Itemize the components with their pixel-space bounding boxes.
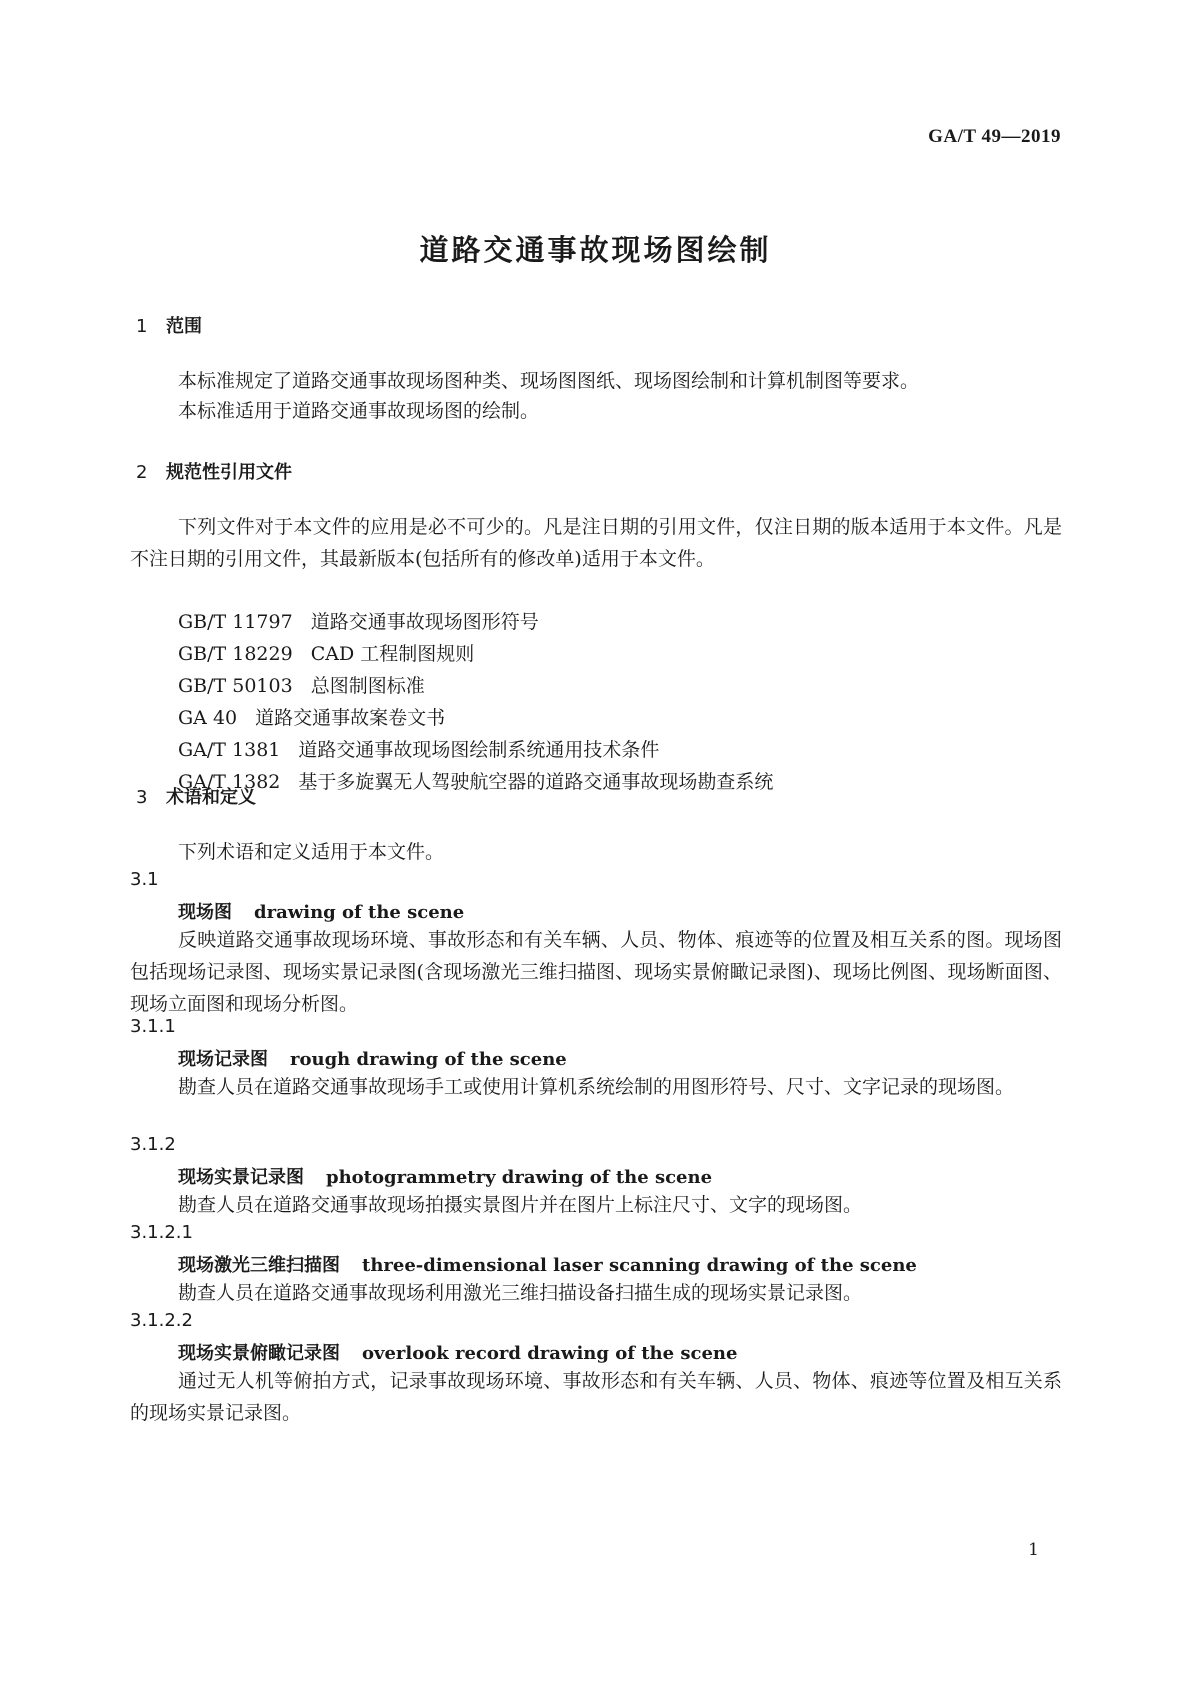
page-number: 1: [1028, 1540, 1039, 1560]
reference-item: [178, 702, 773, 734]
term-chinese: 现场实景俯瞰记录图: [178, 1343, 340, 1364]
section-number: 2: [136, 462, 148, 483]
reference-title: 基于多旋翼无人驾驶航空器的道路交通事故现场勘查系统: [298, 771, 774, 793]
section-title: 规范性引用文件: [166, 462, 292, 483]
term-number: 3.1: [130, 869, 159, 890]
section-number: 3: [136, 787, 148, 808]
reference-code: GA/T 1382: [178, 771, 281, 793]
reference-code: GB/T 50103: [178, 675, 293, 697]
standard-code: GA/T 49—2019: [928, 126, 1061, 147]
reference-code: GA/T 1381: [178, 739, 281, 761]
term-definition: 勘查人员在道路交通事故现场手工或使用计算机系统绘制的用图形符号、尺寸、文字记录的现场图。: [178, 1076, 1015, 1098]
term-english: overlook record drawing of the scene: [362, 1343, 738, 1364]
reference-list: [178, 606, 773, 798]
reference-title: 道路交通事故现场图绘制系统通用技术条件: [298, 739, 660, 761]
term-definition: 通过无人机等俯拍方式，记录事故现场环境、事故形态和有关车辆、人员、物体、痕迹等位置及相互关系的现场实景记录图。: [130, 1370, 1062, 1424]
section-title: 范围: [166, 316, 202, 337]
scope-paragraph-2: 本标准适用于道路交通事故现场图的绘制。: [178, 400, 540, 422]
reference-title: 总图制图标准: [310, 675, 425, 697]
term-chinese: 现场记录图: [178, 1049, 268, 1070]
reference-code: GA 40: [178, 707, 238, 729]
section-heading-scope: [136, 312, 202, 338]
term-heading: [178, 1251, 917, 1277]
term-definition: 勘查人员在道路交通事故现场拍摄实景图片并在图片上标注尺寸、文字的现场图。: [178, 1194, 863, 1216]
term-heading: [178, 1339, 737, 1365]
section-heading-terms-definitions: [136, 783, 256, 809]
term-number: 3.1.2.1: [130, 1222, 193, 1243]
reference-item: [178, 606, 773, 638]
reference-title: 道路交通事故现场图形符号: [310, 611, 539, 633]
scope-paragraph-1: 本标准规定了道路交通事故现场图种类、现场图图纸、现场图绘制和计算机制图等要求。: [178, 370, 920, 392]
references-intro-paragraph: 下列文件对于本文件的应用是必不可少的。凡是注日期的引用文件，仅注日期的版本适用于本文件。凡是不注日期的引用文件，其最新版本(包括所有的修改单)适用于本文件。: [130, 516, 1062, 570]
term-number: 3.1.1: [130, 1016, 176, 1037]
section-title: 术语和定义: [166, 787, 256, 808]
reference-title: CAD 工程制图规则: [310, 643, 475, 665]
reference-title: 道路交通事故案卷文书: [255, 707, 446, 729]
reference-code: GB/T 18229: [178, 643, 293, 665]
document-title: 道路交通事故现场图绘制: [419, 233, 772, 267]
term-heading: [178, 1163, 712, 1189]
term-number: 3.1.2.2: [130, 1310, 193, 1331]
term-number: 3.1.2: [130, 1134, 176, 1155]
term-definition: 反映道路交通事故现场环境、事故形态和有关车辆、人员、物体、痕迹等的位置及相互关系的图。现场图包括现场记录图、现场实景记录图(含现场激光三维扫描图、现场实景俯瞰记录图)、现场比例图、现场断面图、现场立面图和现场分析图。: [130, 929, 1062, 1015]
term-heading: [178, 898, 464, 924]
term-chinese: 现场图: [178, 902, 232, 923]
section-number: 1: [136, 316, 148, 337]
term-chinese: 现场激光三维扫描图: [178, 1255, 340, 1276]
reference-item: [178, 734, 773, 766]
terms-intro-paragraph: 下列术语和定义适用于本文件。: [178, 841, 445, 863]
term-chinese: 现场实景记录图: [178, 1167, 304, 1188]
section-heading-normative-references: [136, 458, 292, 484]
term-english: drawing of the scene: [254, 902, 465, 923]
reference-item: [178, 766, 773, 798]
term-english: three-dimensional laser scanning drawing of the scene: [362, 1255, 917, 1276]
reference-code: GB/T 11797: [178, 611, 293, 633]
term-english: rough drawing of the scene: [290, 1049, 567, 1070]
reference-item: [178, 638, 773, 670]
reference-item: [178, 670, 773, 702]
term-english: photogrammetry drawing of the scene: [326, 1167, 713, 1188]
term-heading: [178, 1045, 567, 1071]
term-definition: 勘查人员在道路交通事故现场利用激光三维扫描设备扫描生成的现场实景记录图。: [178, 1282, 863, 1304]
